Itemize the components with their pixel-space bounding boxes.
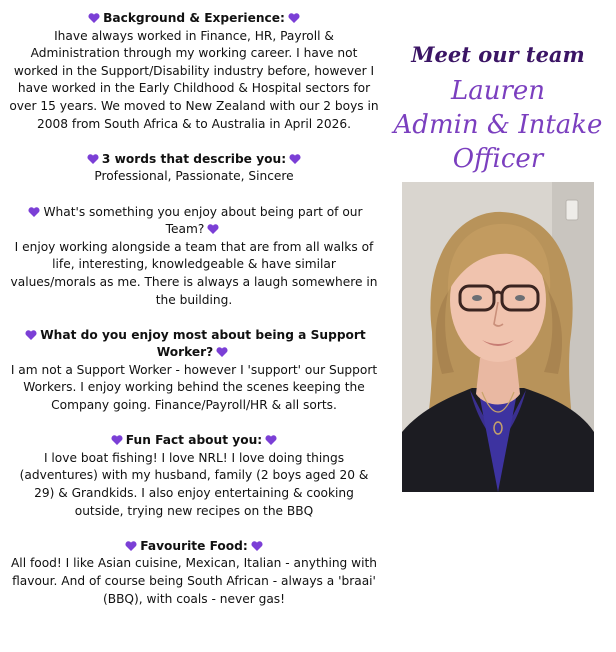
purple-heart-icon	[87, 154, 99, 164]
section-body: I enjoy working alongside a team that are from all walks of life, interesting, knowledgeable & have similar values/morals as me. There is always a laugh somewhere in the building.	[10, 239, 378, 307]
purple-heart-icon	[216, 347, 228, 357]
section-heading: 3 words that describe you:	[8, 151, 380, 169]
section-body: I love boat fishing! I love NRL! I love doing things (adventures) with my husband, family (2 boys aged 20 & 29) & Grandkids. I also enjoy entertaining & cooking outside, trying new recipes on the BBQ	[19, 450, 369, 518]
purple-heart-icon	[265, 435, 277, 445]
section-body: Ihave always worked in Finance, HR, Payroll & Administration through my working career. I have not worked in the Support/Disability industry before, however I have worked in the Early Childhood & Hospital sectors for over 15 years. We moved to New Zealand with our 2 boys in 2008 from South Africa & to Australia in April 2026.	[9, 28, 379, 131]
section-body: I am not a Support Worker - however I 'support' our Support Workers. I enjoy working behind the scenes keeping the Company going. Finance/Payroll/HR & all sorts.	[10, 362, 378, 413]
purple-heart-icon	[289, 154, 301, 164]
purple-heart-icon	[88, 13, 100, 23]
staff-role: Admin & Intake Officer	[393, 110, 603, 174]
section-support-worker	[8, 327, 380, 415]
profile-text-column	[8, 10, 380, 626]
section-body: All food! I like Asian cuisine, Mexican, Italian - anything with flavour. And of course being South African - always a 'braai' (BBQ), with coals - never gas!	[10, 556, 378, 606]
staff-photo	[402, 182, 594, 492]
section-heading: Background & Experience:	[8, 10, 380, 28]
section-body: Professional, Passionate, Sincere	[94, 169, 294, 184]
section-background	[8, 10, 380, 133]
section-fun-fact	[8, 432, 380, 520]
section-heading: What's something you enjoy about being part of our Team?	[8, 204, 380, 239]
section-team	[8, 204, 380, 310]
profile-card	[380, 0, 616, 652]
purple-heart-icon	[288, 13, 300, 23]
section-three-words	[8, 151, 380, 186]
purple-heart-icon	[207, 224, 219, 234]
section-heading: Favourite Food:	[8, 538, 380, 556]
purple-heart-icon	[111, 435, 123, 445]
purple-heart-icon	[251, 541, 263, 551]
section-heading: What do you enjoy most about being a Support Worker?	[8, 327, 380, 362]
purple-heart-icon	[125, 541, 137, 551]
staff-name: Lauren	[450, 76, 546, 106]
team-label: Meet our team	[411, 42, 585, 67]
purple-heart-icon	[25, 330, 37, 340]
section-favourite-food	[8, 538, 380, 608]
staff-portrait-image	[402, 182, 594, 492]
section-heading: Fun Fact about you:	[8, 432, 380, 450]
purple-heart-icon	[28, 207, 40, 217]
